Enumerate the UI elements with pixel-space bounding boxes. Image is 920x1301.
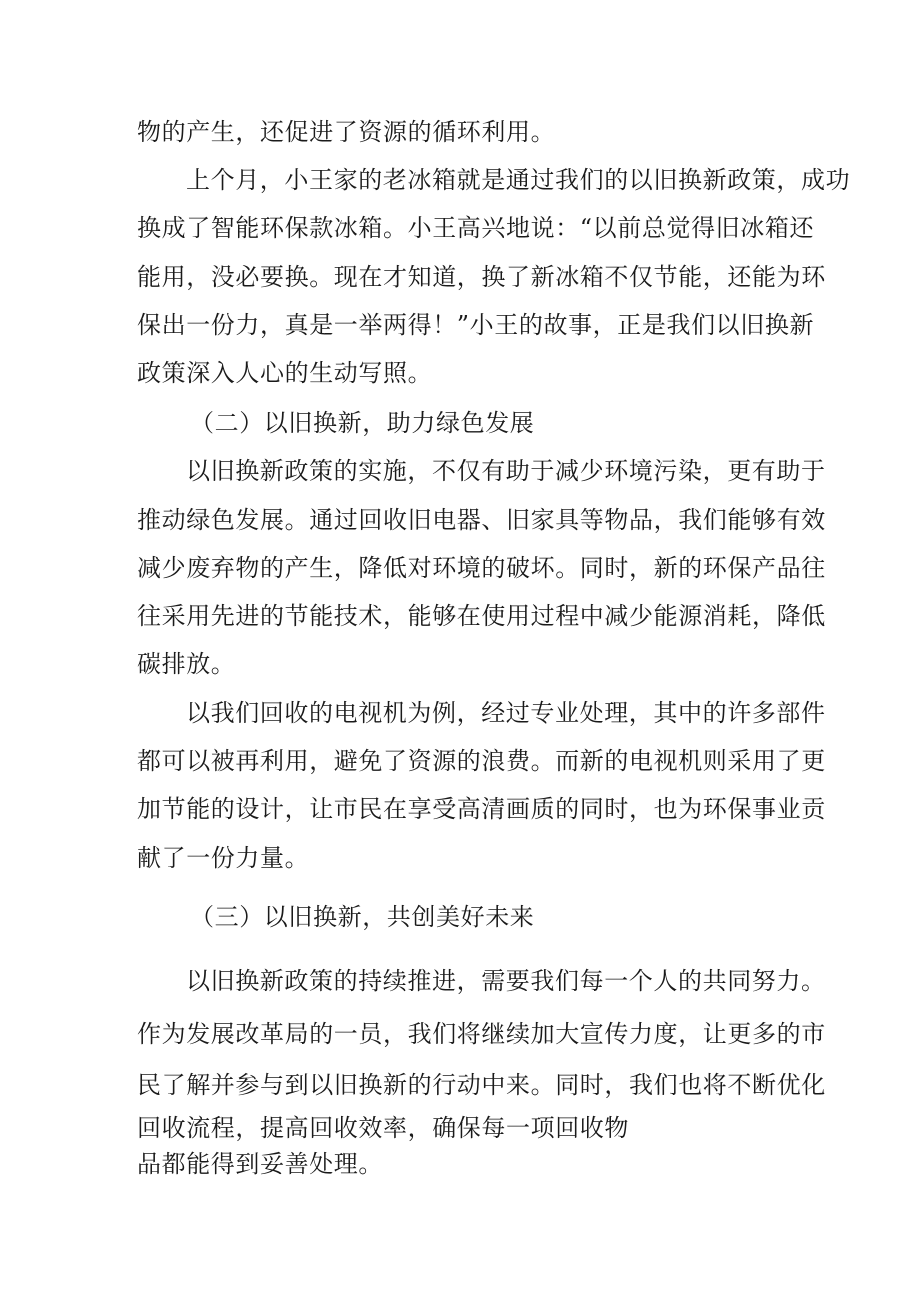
paragraph-line: 物的产生，还促进了资源的循环利用。 bbox=[137, 118, 556, 146]
paragraph-line: 换成了智能环保款冰箱。小王高兴地说：“以前总觉得旧冰箱还 bbox=[137, 214, 815, 242]
section-heading: （二）以旧换新，助力绿色发展 bbox=[190, 409, 535, 437]
paragraph-line: 推动绿色发展。通过回收旧电器、旧家具等物品，我们能够有效 bbox=[137, 506, 826, 534]
paragraph-line: 加节能的设计，让市民在享受高清画质的同时，也为环保事业贡 bbox=[137, 795, 826, 823]
paragraph-line: 保出一份力，真是一举两得！”小王的故事，正是我们以旧换新 bbox=[137, 311, 815, 339]
paragraph-line: 往采用先进的节能技术，能够在使用过程中减少能源消耗，降低 bbox=[137, 602, 826, 630]
paragraph-line: 以我们回收的电视机为例，经过专业处理，其中的许多部件 bbox=[186, 699, 826, 727]
paragraph-line: 回收流程，提高回收效率，确保每一项回收物 bbox=[137, 1114, 629, 1142]
paragraph-line: 政策深入人心的生动写照。 bbox=[137, 359, 433, 387]
paragraph-line: 民了解并参与到以旧换新的行动中来。同时，我们也将不断优化 bbox=[137, 1071, 826, 1099]
paragraph-line: 品都能得到妥善处理。 bbox=[137, 1150, 383, 1178]
paragraph-line: 以旧换新政策的持续推进，需要我们每一个人的共同努力。 bbox=[186, 967, 826, 995]
section-heading: （三）以旧换新，共创美好未来 bbox=[190, 903, 535, 931]
paragraph-line: 都可以被再利用，避免了资源的浪费。而新的电视机则采用了更 bbox=[137, 747, 826, 775]
paragraph-line: 献了一份力量。 bbox=[137, 844, 310, 872]
paragraph-line: 减少废弃物的产生，降低对环境的破坏。同时，新的环保产品往 bbox=[137, 554, 826, 582]
paragraph-line: 能用，没必要换。现在才知道，换了新冰箱不仅节能，还能为环 bbox=[137, 263, 826, 291]
paragraph-line: 上个月，小王家的老冰箱就是通过我们的以旧换新政策，成功 bbox=[186, 166, 851, 194]
paragraph-line: 以旧换新政策的实施，不仅有助于减少环境污染，更有助于 bbox=[186, 457, 826, 485]
paragraph-line: 碳排放。 bbox=[137, 650, 236, 678]
paragraph-line: 作为发展改革局的一员，我们将继续加大宣传力度，让更多的市 bbox=[137, 1020, 826, 1048]
